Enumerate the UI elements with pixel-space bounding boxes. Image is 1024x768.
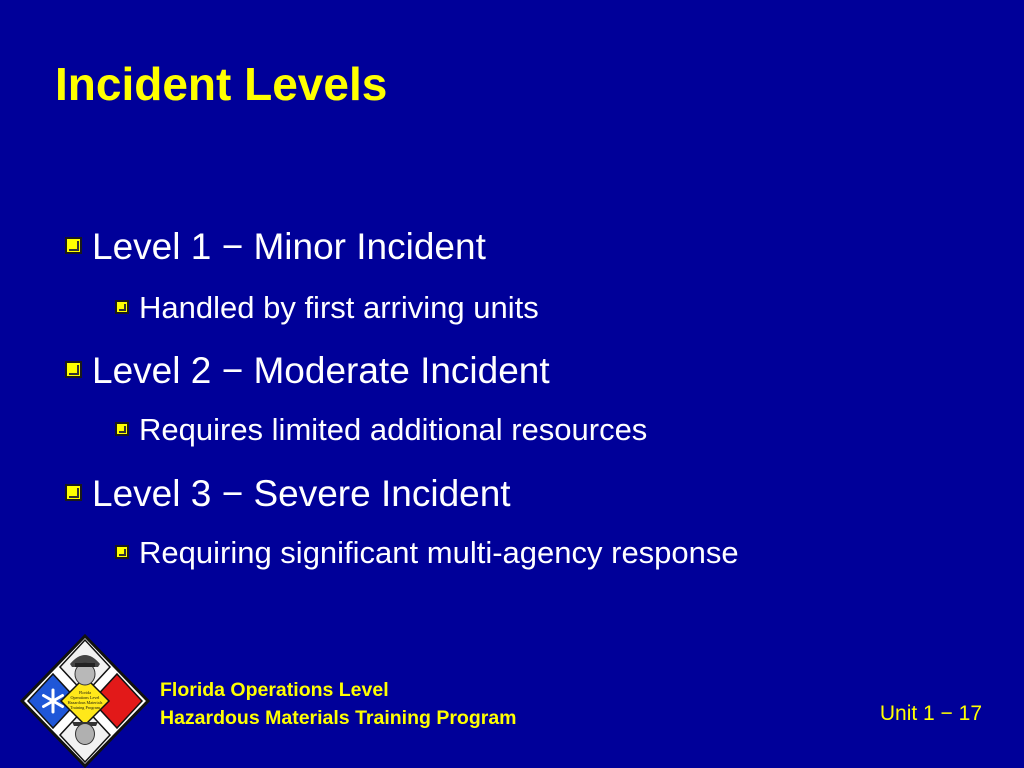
square-bullet-icon (65, 361, 82, 378)
sub-bullet-level-1 (115, 290, 539, 326)
sub-bullet-text: Requiring significant multi-agency response (139, 535, 739, 570)
svg-text:Training Program: Training Program (70, 705, 100, 710)
sub-bullet-level-2 (115, 412, 647, 448)
footer-org-line2: Hazardous Materials Training Program (160, 707, 517, 729)
bullet-text: Level 1 − Minor Incident (92, 226, 486, 267)
bullet-level-1 (65, 226, 486, 268)
footer-org-line1: Florida Operations Level (160, 679, 389, 701)
hazmat-diamond-logo (20, 634, 150, 768)
square-bullet-icon (115, 545, 129, 559)
svg-text:Hazardous Materials: Hazardous Materials (67, 700, 103, 705)
square-bullet-icon (115, 300, 129, 314)
bullet-level-3 (65, 473, 511, 515)
square-bullet-icon (65, 237, 82, 254)
svg-text:Florida: Florida (78, 690, 92, 695)
square-bullet-icon (65, 484, 82, 501)
sub-bullet-level-3 (115, 535, 739, 571)
bullet-text: Level 2 − Moderate Incident (92, 350, 550, 391)
slide-title: Incident Levels (55, 58, 388, 110)
sub-bullet-text: Requires limited additional resources (139, 412, 648, 447)
svg-text:Operations Level: Operations Level (70, 695, 100, 700)
bullet-text: Level 3 − Severe Incident (92, 473, 511, 514)
square-bullet-icon (115, 422, 129, 436)
page-number: Unit 1 − 17 (879, 702, 982, 725)
sub-bullet-text: Handled by first arriving units (139, 290, 539, 325)
footer-organization (160, 676, 517, 732)
bullet-level-2 (65, 350, 550, 392)
